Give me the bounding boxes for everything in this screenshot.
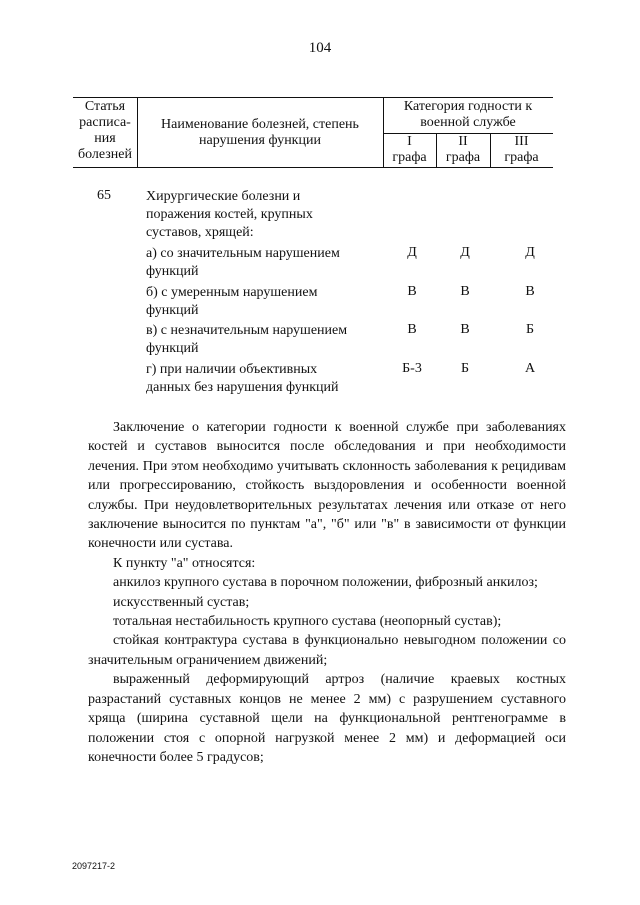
header-column-1: I графа (392, 134, 427, 165)
category-cell: В (460, 284, 470, 299)
table-header (73, 97, 553, 168)
table-row: а) со значительным нарушением функций (146, 246, 340, 279)
category-cell: Б (460, 361, 470, 376)
paragraph-point-a-intro: К пункту "а" относятся: (113, 555, 256, 571)
article-number: 65 (97, 188, 111, 203)
page-number: 104 (308, 40, 332, 56)
header-column-3: III графа (504, 134, 539, 165)
paragraph-instability: тотальная нестабильность крупного сустава (неопорный сустав); (113, 614, 502, 630)
header-column-2: II графа (445, 134, 481, 165)
category-cell: В (407, 284, 417, 299)
category-cell: Б (525, 322, 535, 337)
category-cell: А (524, 361, 536, 376)
table-row: в) с незначительным нарушением функций (146, 323, 348, 356)
category-cell: В (460, 322, 470, 337)
table-row: г) при наличии объективных данных без нарушения функций (146, 362, 339, 395)
category-cell: В (525, 284, 535, 299)
category-cell: В (407, 322, 417, 337)
paragraph-ankylosis: анкилоз крупного сустава в порочном положении, фиброзный анкилоз; (113, 575, 538, 591)
article-title: Хирургические болезни и поражения костей, крупных суставов, хрящей: (146, 189, 313, 240)
category-cell: Д (525, 245, 535, 260)
footer-code: 2097217-2 (72, 861, 116, 871)
category-cell: Д (407, 245, 417, 260)
paragraph-conclusion: Заключение о категории годности к военной службе при заболеваниях костей и суставов выносится после обследования и при необходимости лечения. При этом необходимо учитывать склонность заболевания к рецидивам или прогрессированию, стойкость выздоровления и особенности военной службы. При неудовлетворительных результатах лечения или отказе от него заключение выносится по пунктам "а", "б" или "в" в зависимости от функции конечности или сустава. (88, 420, 566, 552)
category-cell: Д (460, 245, 470, 260)
category-cell: Б-3 (402, 361, 422, 376)
body-text (88, 418, 566, 767)
paragraph-contracture: стойкая контрактура сустава в функционально невыгодном положении со значительным ограничением движений; (88, 633, 566, 668)
table-row: б) с умеренным нарушением функций (146, 285, 318, 318)
header-disease-name: Наименование болезней, степень нарушения функции (161, 117, 359, 148)
paragraph-arthrosis: выраженный деформирующий артроз (наличие краевых костных разрастаний суставных концов не менее 2 мм) с разрушением суставного хряща (ширина суставной щели на функциональной рентгенограмме в положении стоя с опорной нагрузкой менее 2 мм) и деформацией оси конечности более 5 градусов; (88, 672, 566, 765)
header-category: Категория годности к военной службе (403, 99, 533, 130)
header-article: Статья расписа- ния болезней (77, 99, 133, 162)
paragraph-artificial-joint: искусственный сустав; (113, 594, 250, 610)
